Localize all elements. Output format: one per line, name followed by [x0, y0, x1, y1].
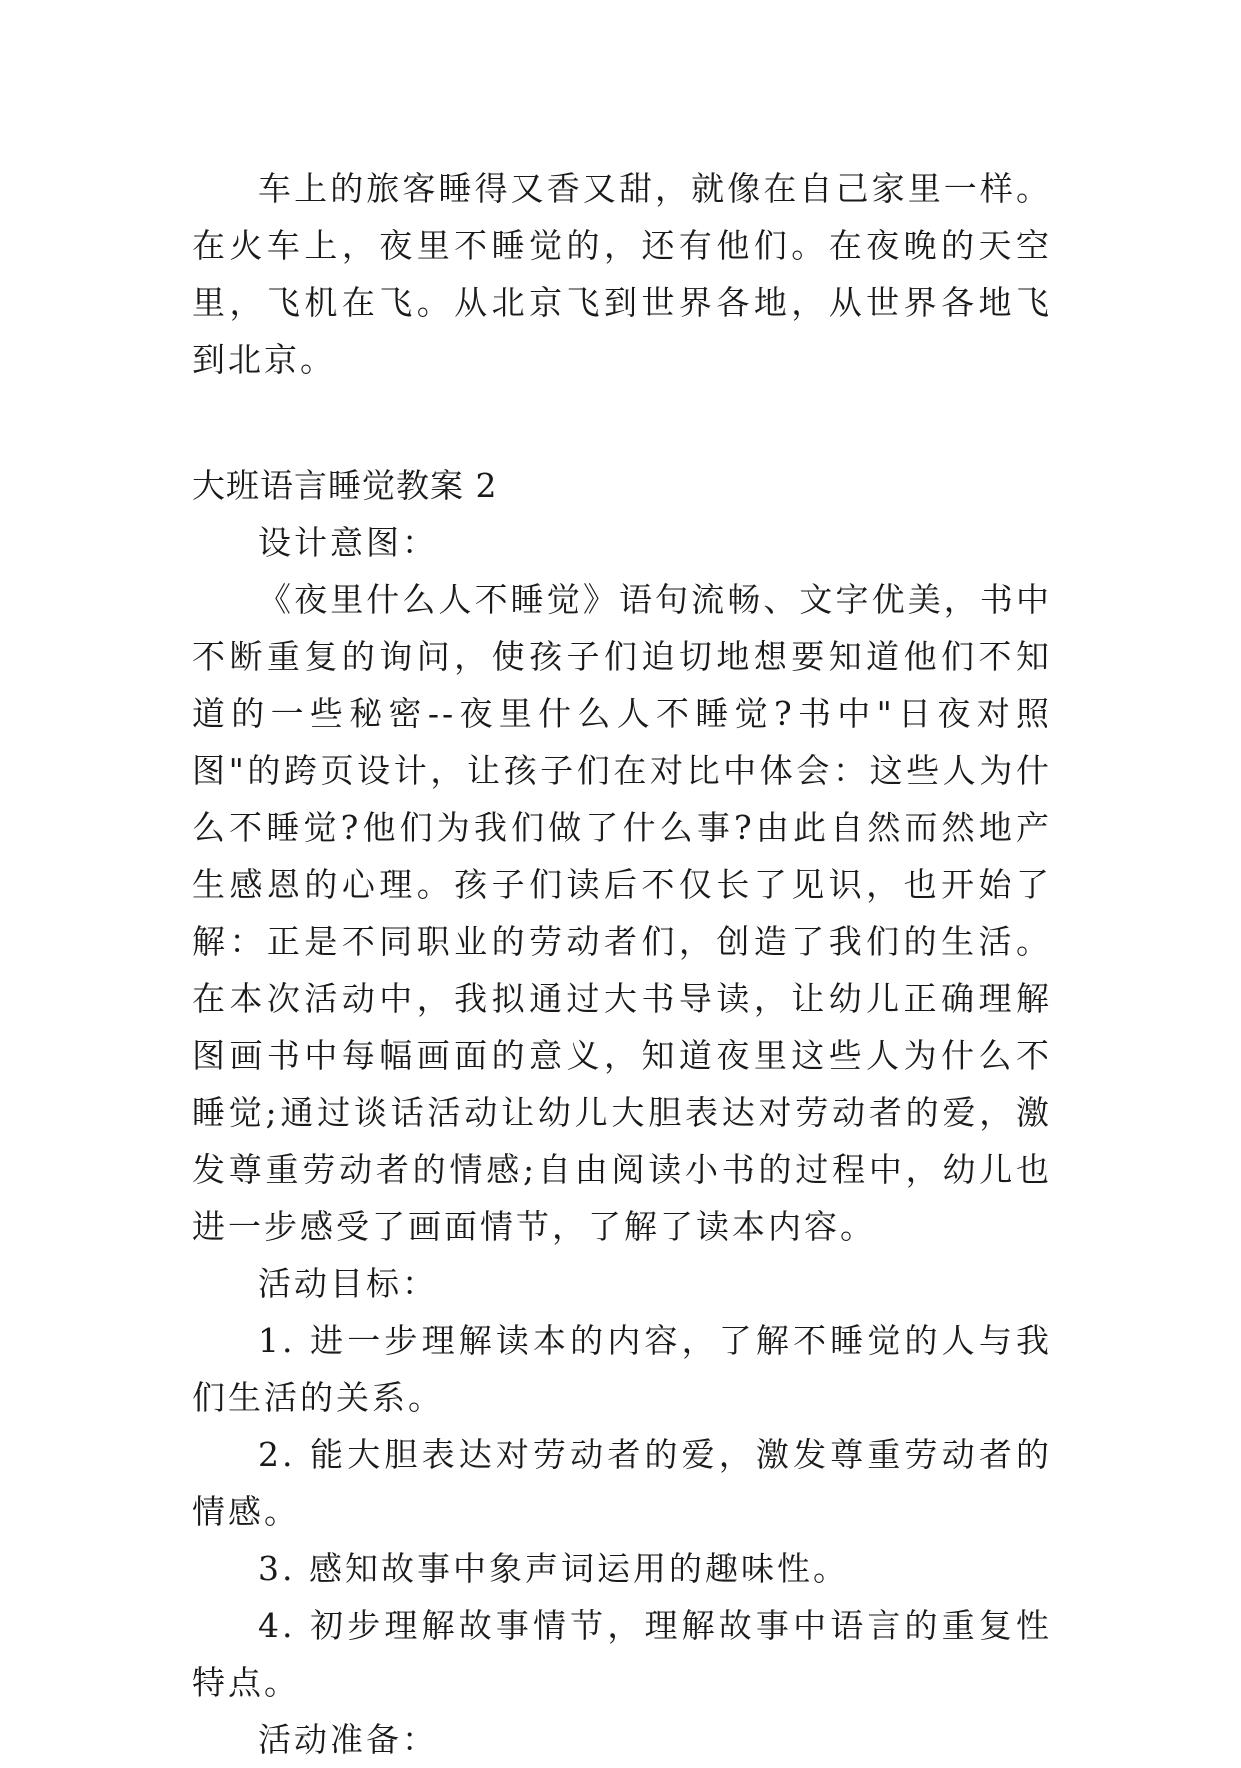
design-intent-label: 设计意图： — [258, 523, 438, 562]
goal-item-1: 1. 进一步理解读本的内容，了解不睡觉的人与我们生活的关系。 — [192, 1321, 1052, 1417]
goal-item-3: 3. 感知故事中象声词运用的趣味性。 — [258, 1549, 849, 1588]
section-title: 大班语言睡觉教案 2 — [192, 466, 498, 505]
document-body — [192, 160, 1052, 1768]
design-intent-paragraph: 《夜里什么人不睡觉》语句流畅、文字优美，书中不断重复的询问，使孩子们迫切地想要知道他们不知道的一些秘密--夜里什么人不睡觉?书中"日夜对照图"的跨页设计，让孩子们在对比中体会：这些人为什么不睡觉?他们为我们做了什么事?由此自然而然地产生感恩的心理。孩子们读后不仅长了见识，也开始了解：正是不同职业的劳动者们，创造了我们的生活。在本次活动中，我拟通过大书导读，让幼儿正确理解图画书中每幅画面的意义，知道夜里这些人为什么不睡觉;通过谈话活动让幼儿大胆表达对劳动者的爱，激发尊重劳动者的情感;自由阅读小书的过程中，幼儿也进一步感受了画面情节，了解了读本内容。 — [192, 580, 1052, 1246]
goals-label: 活动目标： — [258, 1264, 438, 1303]
goal-item-2: 2. 能大胆表达对劳动者的爱，激发尊重劳动者的情感。 — [192, 1435, 1052, 1531]
intro-paragraph: 车上的旅客睡得又香又甜，就像在自己家里一样。在火车上，夜里不睡觉的，还有他们。在夜晚的天空里，飞机在飞。从北京飞到世界各地，从世界各地飞到北京。 — [192, 169, 1052, 379]
goal-item-4: 4. 初步理解故事情节，理解故事中语言的重复性特点。 — [192, 1606, 1052, 1702]
preparation-label: 活动准备： — [258, 1720, 438, 1759]
section-spacer — [192, 388, 1052, 457]
